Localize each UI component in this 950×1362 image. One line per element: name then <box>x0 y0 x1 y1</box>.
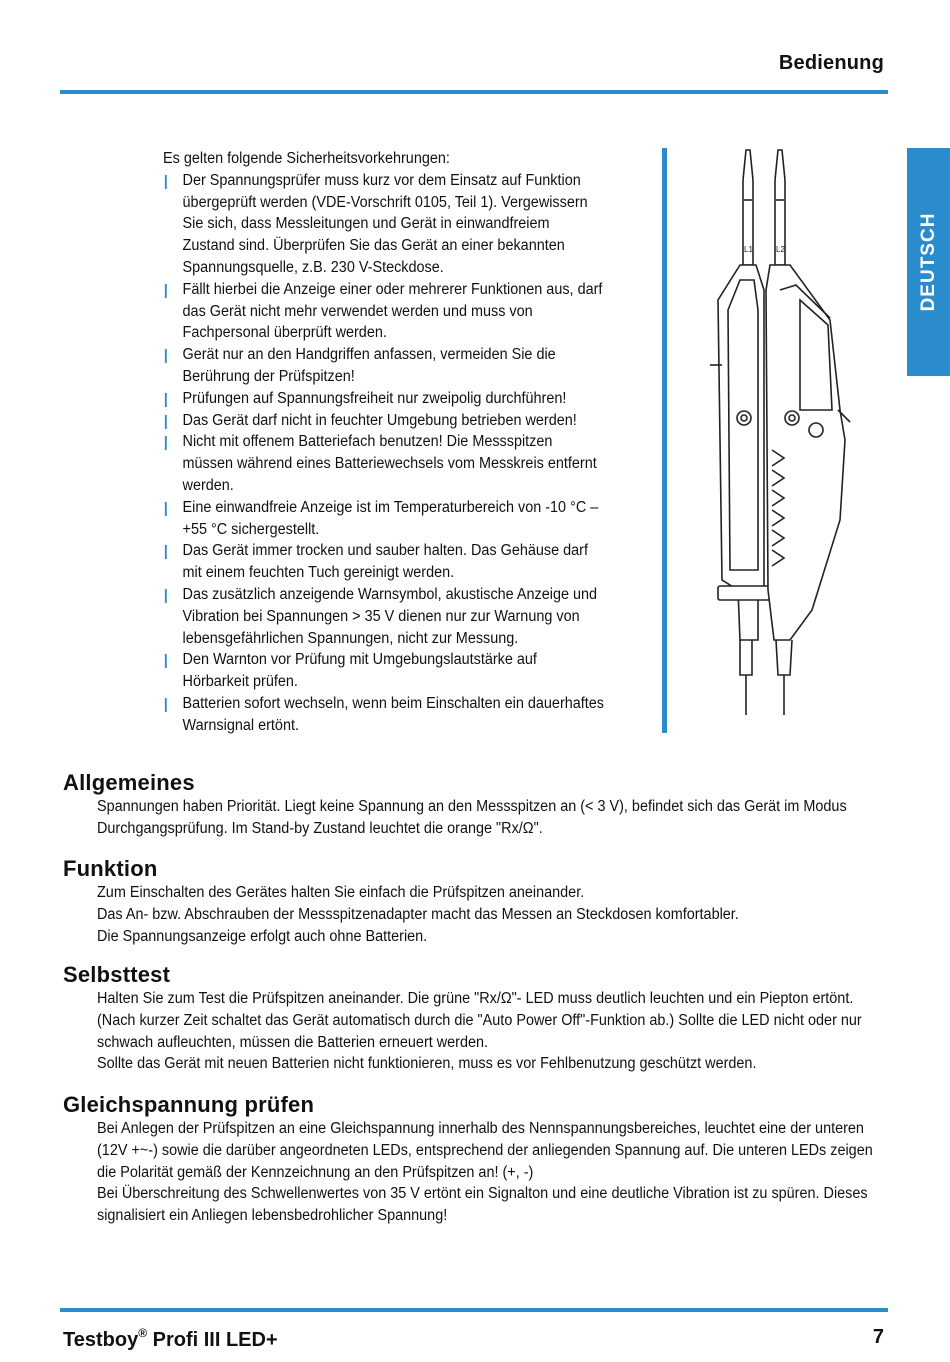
voltage-tester-illustration <box>700 140 880 720</box>
section-body <box>97 882 888 947</box>
paragraph: Bei Anlegen der Prüfspitzen an eine Gleichspannung innerhalb des Nennspannungsbereiches, leuchtet eine der unteren (12V +~-) sowie die darüber angeordneten LEDs, entsprechend der anliegenden Spannung auf. Die unteren LEDs zeigen die Polarität gemäß der Kennzeichnung an den Prüfspitzen an! (+, -) <box>97 1120 873 1181</box>
probe-label-l1: L1 <box>744 245 753 254</box>
model-name: Profi III LED+ <box>147 1329 278 1351</box>
paragraph: Bei Überschreitung des Schwellenwertes von 35 V ertönt ein Signalton und eine deutliche Vibration ist zu spüren. Dieses signalisiert ein Anliegen lebensbedrohlicher Spannung! <box>97 1185 868 1225</box>
section-body <box>97 1118 888 1227</box>
section-heading: Funktion <box>63 856 158 881</box>
footer-rule <box>60 1308 888 1312</box>
section-heading: Allgemeines <box>63 770 195 795</box>
probe-label-l2: L2 <box>776 245 785 254</box>
safety-item: Gerät nur an den Handgriffen anfassen, vermeiden Sie die Berührung der Prüfspitzen! <box>163 344 605 388</box>
safety-item: Das Gerät immer trocken und sauber halten. Das Gehäuse darf mit einem feuchten Tuch gereinigt werden. <box>163 540 605 584</box>
brand-name: Testboy <box>63 1329 139 1351</box>
illustration-divider <box>662 148 667 733</box>
safety-item: Batterien sofort wechseln, wenn beim Einschalten ein dauerhaftes Warnsignal ertönt. <box>163 693 605 737</box>
page-number: 7 <box>872 1326 884 1348</box>
safety-item: Den Warnton vor Prüfung mit Umgebungslautstärke auf Hörbarkeit prüfen. <box>163 649 605 693</box>
safety-item: Nicht mit offenem Batteriefach benutzen! Die Messspitzen müssen während eines Batteriewechsels vom Messkreis entfernt werden. <box>163 431 605 496</box>
section-allgemeines <box>63 770 893 840</box>
registered-mark: ® <box>138 1326 148 1340</box>
safety-intro: Es gelten folgende Sicherheitsvorkehrungen: <box>163 150 450 167</box>
section-selbsttest <box>63 962 893 1075</box>
paragraph: Die Spannungsanzeige erfolgt auch ohne Batterien. <box>97 927 428 945</box>
section-funktion <box>63 856 893 947</box>
page-header-title: Bedienung <box>778 52 884 74</box>
language-tab <box>907 148 950 376</box>
section-body <box>97 796 888 840</box>
safety-item: Fällt hierbei die Anzeige einer oder mehrerer Funktionen aus, darf das Gerät nicht mehr verwendet werden und muss von Fachpersonal überprüft werden. <box>163 279 605 344</box>
section-heading: Gleichspannung prüfen <box>63 1092 315 1117</box>
paragraph: Zum Einschalten des Gerätes halten Sie einfach die Prüfspitzen aneinander. <box>97 884 585 901</box>
paragraph: Halten Sie zum Test die Prüfspitzen aneinander. Die grüne "Rx/Ω"- LED muss deutlich leuchten und ein Piepton ertönt. (Nach kurzer Zeit schaltet das Gerät automatisch durch die "Auto Power Off"-Funktion ab.) Sollte die LED nicht oder nur schwach aufleuchten, müssen die Batterien erneuert werden. <box>97 990 862 1051</box>
paragraph: Spannungen haben Priorität. Liegt keine Spannung an den Messspitzen an (< 3 V), befindet sich das Gerät im Modus Durchgangsprüfung. Im Stand-by Zustand leuchtet die orange "Rx/Ω". <box>97 798 847 837</box>
header-rule <box>60 90 888 94</box>
language-tab-label: DEUTSCH <box>917 212 939 312</box>
paragraph: Das An- bzw. Abschrauben der Messspitzenadapter macht das Messen an Steckdosen komfortabler. <box>97 905 739 923</box>
footer-product-name <box>63 1326 278 1352</box>
safety-item: Eine einwandfreie Anzeige ist im Temperaturbereich von -10 °C – +55 °C sichergestellt. <box>163 497 605 541</box>
safety-list <box>163 170 605 737</box>
safety-item: Prüfungen auf Spannungsfreiheit nur zweipolig durchführen! <box>163 388 605 410</box>
section-gleichspannung <box>63 1092 893 1227</box>
safety-block <box>163 148 605 737</box>
section-heading: Selbsttest <box>63 962 171 987</box>
paragraph: Sollte das Gerät mit neuen Batterien nicht funktionieren, muss es vor Fehlbenutzung geschützt werden. <box>97 1055 757 1073</box>
safety-item: Das zusätzlich anzeigende Warnsymbol, akustische Anzeige und Vibration bei Spannungen > 35 V dienen nur zur Warnung von lebensgefährlichen Spannungen, nicht zur Messung. <box>163 584 605 649</box>
section-body <box>97 988 888 1075</box>
safety-item: Das Gerät darf nicht in feuchter Umgebung betrieben werden! <box>163 410 605 432</box>
safety-item: Der Spannungsprüfer muss kurz vor dem Einsatz auf Funktion übergeprüft werden (VDE-Vorschrift 0105, Teil 1). Vergewissern Sie sich, dass Messleitungen und Gerät in einwandfreiem Zustand sind. Überprüfen Sie das Gerät an einer bekannten Spannungsquelle, z.B. 230 V-Steckdose. <box>163 170 605 279</box>
